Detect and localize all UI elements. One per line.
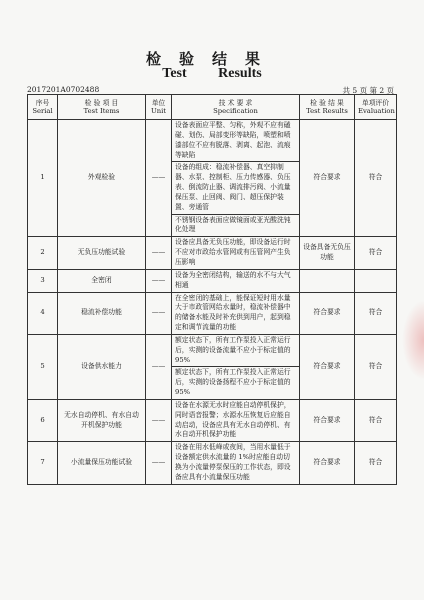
cell-evaluation: 符合	[355, 120, 397, 237]
table-header-row	[28, 95, 397, 120]
cell-result: 设备具备无负压功能	[300, 237, 355, 270]
table-row	[28, 334, 397, 367]
table-row	[28, 237, 397, 270]
cell-serial: 5	[28, 334, 58, 399]
cell-evaluation: 符合	[355, 237, 397, 270]
header-unit: 单位 Unit	[146, 95, 172, 120]
cell-serial: 3	[28, 269, 58, 292]
cell-spec: 额定状态下，所有工作泵投入正常运行后，实测的设备扬程不应小于标定值的 95%	[172, 367, 300, 400]
seal-stamp-edge	[402, 300, 424, 380]
table-row	[28, 120, 397, 162]
cell-serial: 4	[28, 292, 58, 334]
cell-item: 设备供水能力	[58, 334, 146, 399]
cell-result: 符合要求	[300, 399, 355, 441]
cell-spec: 在全密闭的基础上，能保证短时用水量大于市政管网给水量时，稳流补偿器中的储备水能及时补充供到用户，起到稳定和调节流量的功能	[172, 292, 300, 334]
header-results: 检 验 结 果 Test Results	[300, 95, 355, 120]
cell-spec: 设备在水源无水时应能自动停机保护，同时语音报警；水源水压恢复后应能自动启动，设备应具有无水自动停机、有水自动开机保护功能	[172, 399, 300, 441]
cell-serial: 6	[28, 399, 58, 441]
page-title-cn: 检验结果	[145, 50, 278, 68]
cell-spec: 额定状态下，所有工作泵投入正常运行后，实测的设备流量不应小于标定值的 95%	[172, 334, 300, 367]
page-info: 共 5 页 第 2 页	[342, 86, 394, 95]
cell-unit: ——	[146, 334, 172, 399]
cell-evaluation: 符合	[355, 399, 397, 441]
cell-spec: 设备为全密闭结构，输送的水不与大气相通	[172, 269, 300, 292]
cell-spec: 设备表面应平整、匀称，外观不应有磕碰、划伤、局部变形等缺陷，喷塑和喷漆部位不应有脱落、剥离、起泡、流痕等缺陷	[172, 120, 300, 162]
cell-unit: ——	[146, 120, 172, 237]
cell-item: 全密闭	[58, 269, 146, 292]
report-number: 2017201A0702488	[27, 85, 100, 94]
cell-item: 小流量保压功能试验	[58, 442, 146, 484]
cell-spec: 设备在用水低峰或夜间，当用水量低于设备额定供水流量的 1%时应能自动切换为小流量停泵保压的工作状态，即设备应具有小流量保压功能	[172, 442, 300, 484]
header-spec: 技 术 要 求 Specification	[172, 95, 300, 120]
table-row	[28, 292, 397, 334]
cell-result: 符合要求	[300, 292, 355, 334]
cell-evaluation: 符合	[355, 334, 397, 399]
header-evaluation: 单项评价 Evaluation	[355, 95, 397, 120]
header-serial: 序号 Serial	[28, 95, 58, 120]
cell-item: 无负压功能试验	[58, 237, 146, 270]
cell-evaluation: 符合	[355, 292, 397, 334]
cell-unit: ——	[146, 237, 172, 270]
cell-unit: ——	[146, 292, 172, 334]
table-row	[28, 269, 397, 292]
header-items: 检 验 项 目 Test Items	[58, 95, 146, 120]
cell-evaluation	[355, 269, 397, 292]
cell-result: 符合要求	[300, 334, 355, 399]
results-table	[27, 94, 397, 485]
cell-spec: 设备应具备无负压功能，即设备运行时不应对市政给水管网或有压管网产生负压影响	[172, 237, 300, 270]
cell-unit: ——	[146, 442, 172, 484]
cell-result: 符合要求	[300, 442, 355, 484]
cell-item: 外观检验	[58, 120, 146, 237]
page-title-en: Test Results	[162, 66, 262, 81]
table-row	[28, 399, 397, 441]
cell-serial: 2	[28, 237, 58, 270]
cell-spec: 不锈钢设备表面应做镜面或亚光酸洗钝化处理	[172, 214, 300, 237]
cell-item: 稳流补偿功能	[58, 292, 146, 334]
cell-unit: ——	[146, 269, 172, 292]
cell-evaluation: 符合	[355, 442, 397, 484]
cell-result	[300, 269, 355, 292]
cell-result: 符合要求	[300, 120, 355, 237]
cell-item: 无水自动停机、有水自动开机保护功能	[58, 399, 146, 441]
cell-serial: 1	[28, 120, 58, 237]
cell-unit: ——	[146, 399, 172, 441]
cell-spec: 设备的组成：稳流补偿器、真空抑制器、水泵、控制柜、压力传感器、负压表、倒流防止器、调流排污阀、小流量保压泵、止回阀、阀门、超压保护装置、旁通管	[172, 162, 300, 214]
table-row	[28, 442, 397, 484]
cell-serial: 7	[28, 442, 58, 484]
